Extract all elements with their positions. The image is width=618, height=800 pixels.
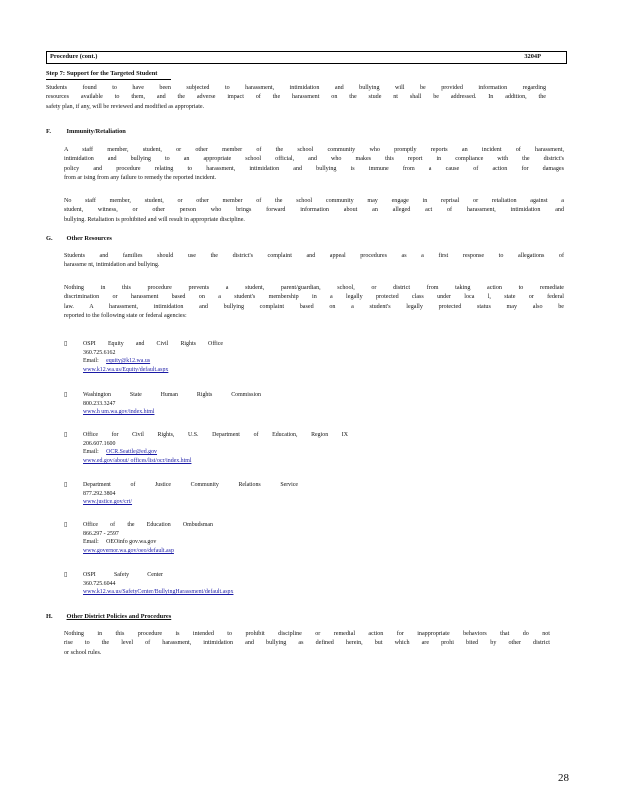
- contact-name: OSPI Equity and Civil Rights Office: [83, 341, 223, 347]
- bullet-icon: ▯: [64, 572, 68, 578]
- contact-url-link[interactable]: www.justice.gov/crt/: [83, 499, 133, 506]
- contact-entry: [64, 391, 384, 423]
- section-h-title: Other District Policies and Procedures: [66, 613, 172, 620]
- contact-name: Office of the Education Ombudsman: [83, 522, 213, 528]
- step7-paragraph: [46, 84, 546, 112]
- contact-phone: 360.725.6044: [83, 580, 116, 587]
- section-f-paragraph-2: No staff member, student, or other member of the school community may engage in reprisal or retaliation against a student, witness, or other person who brings forward information about an alleged act of harassment, intimidation and bullying. Retaliation is prohibited and will result in appropriate discipline.: [64, 198, 564, 223]
- header-title: Procedure (cont.): [50, 53, 98, 60]
- bullet-icon: ▯: [64, 432, 68, 438]
- contact-url-link[interactable]: www.k12.wa.us/Equity/default.aspx: [83, 366, 169, 373]
- contact-name: Washington State Human Rights Commission: [83, 392, 261, 398]
- page-number: 28: [558, 772, 569, 784]
- contact-phone: 800.233.3247: [83, 400, 116, 407]
- section-g-paragraph-1: Students and families should use the district's complaint and appeal procedures as a first response to allegations of harassme nt, intimidation and bullying.: [64, 253, 564, 269]
- header-code: 3204P: [524, 53, 541, 60]
- step7-heading: Step 7: Support for the Targeted Student: [46, 69, 566, 80]
- contact-name: Department of Justice Community Relations Service: [83, 482, 298, 488]
- email-label: Email:: [83, 539, 99, 546]
- bullet-icon: ▯: [64, 392, 68, 398]
- contact-name: OSPI Safety Center: [83, 572, 163, 578]
- contact-email-link[interactable]: OCR.Seattle@ed.gov: [106, 449, 158, 456]
- email-label: Email:: [83, 449, 99, 456]
- contact-phone: 206.607.1600: [83, 440, 116, 447]
- contact-phone: 866.297 - 2597: [83, 530, 119, 537]
- section-f-paragraph-1: A staff member, student, or other member of the school community who promptly reports an incident of harassment, intimidation and bullying to an appropriate school official, and who makes this report in compliance with the district's policy and procedure relating to harassment, intimidation and bullying is immune from a cause of action for damages from ar ising from any failure to remedy the reported incident.: [64, 147, 564, 182]
- bullet-icon: ▯: [64, 482, 68, 488]
- contact-entry: [64, 521, 384, 561]
- contact-entry: [64, 431, 384, 471]
- contact-phone: 877.292.3804: [83, 490, 116, 497]
- email-label: Email:: [83, 358, 99, 365]
- section-f-heading: F. Immunity/Retaliation: [46, 128, 126, 135]
- contact-entry: [64, 481, 384, 513]
- contact-entry: [64, 340, 384, 380]
- contact-email-link[interactable]: equity@k12.wa.us: [106, 358, 151, 365]
- contact-email-link[interactable]: OEOinfo gov.wa.gov: [106, 539, 157, 546]
- contact-name: Office for Civil Rights, U.S. Department of Education, Region IX: [83, 432, 348, 438]
- procedure-header: [46, 51, 567, 64]
- section-f-title: Immunity/Retaliation: [66, 128, 126, 135]
- section-h-paragraph: Nothing in this procedure is intended to prohibit discipline or remedial action for inappropriate behaviors that do not rise to the level of harassment, intimidation and bullying as defined herein, but which are prohi bited by other district or school rules.: [64, 631, 550, 656]
- contact-url-link[interactable]: www.h um.wa.gov/index.html: [83, 409, 155, 416]
- contact-url-link[interactable]: www.governor.wa.gov/oeo/default.asp: [83, 547, 174, 554]
- contact-entry: [64, 571, 384, 603]
- section-g-heading: G. Other Resources: [46, 235, 112, 242]
- step7-line: resources available to them, and the adverse impact of the harassment on the stude nt shall be addressed. In addition, the: [46, 94, 546, 101]
- step7-line: safety plan, if any, will be reviewed and modified as appropriate.: [46, 103, 205, 110]
- contact-url-link[interactable]: www.k12.wa.us/SafetyCenter/BullyingHarassment/default.aspx: [83, 589, 234, 596]
- step7-line: Students found to have been subjected to harassment, intimidation and bullying will be provided information regarding: [46, 85, 546, 91]
- contact-phone: 360.725.6162: [83, 349, 116, 356]
- bullet-icon: ▯: [64, 341, 68, 347]
- section-g-paragraph-2: Nothing in this procedure prevents a student, parent/guardian, school, or district from taking action to remediate discrimination or harassment based on a student's membership in a legally protected class under loca l, state or federal law. A harassment, intimidation and bullying complaint based on a student's legally protected status may also be reported to the following state or federal agencies:: [64, 285, 564, 320]
- contact-url-link[interactable]: www.ed.gov/about/ offices/list/ocr/index.html: [83, 457, 192, 464]
- bullet-icon: ▯: [64, 522, 68, 528]
- section-g-title: Other Resources: [66, 235, 112, 242]
- section-h-heading: H. Other District Policies and Procedures: [46, 613, 172, 620]
